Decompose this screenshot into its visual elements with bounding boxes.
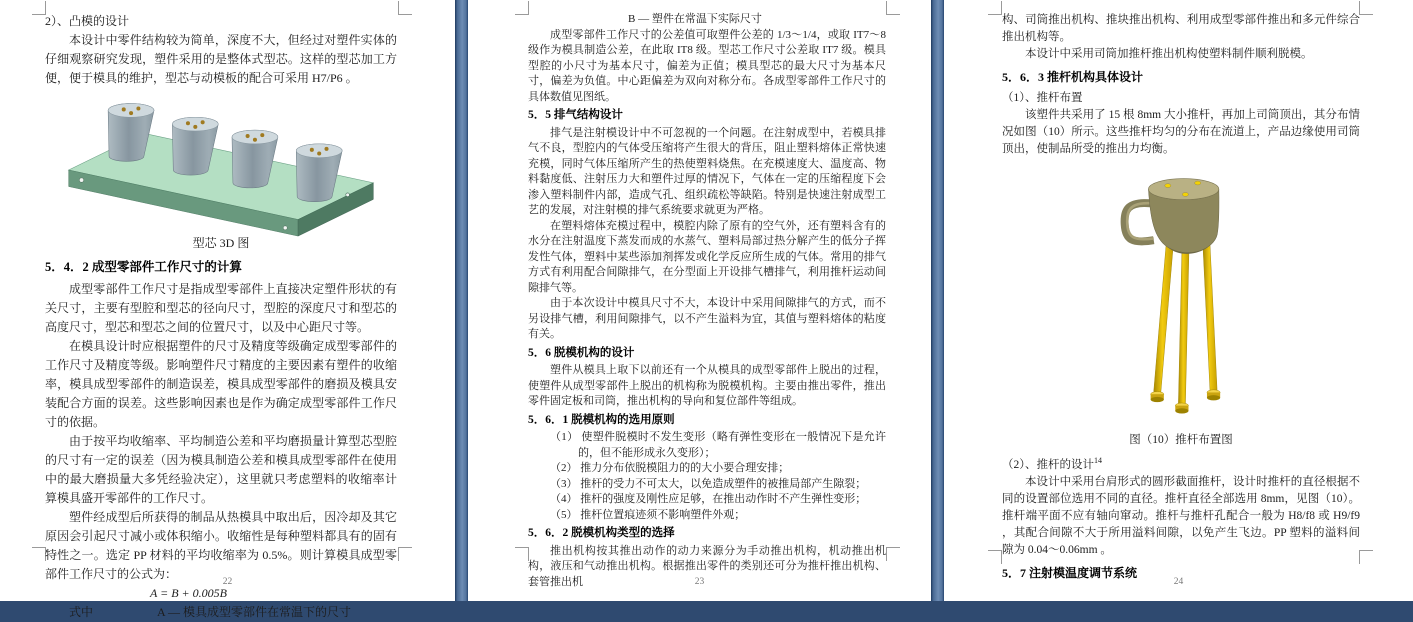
heading-5-6-3: 5．6．3 推杆机构具体设计 <box>1002 70 1144 84</box>
paragraph: 本设计中采用台肩形式的圆形截面推杆，设计时推杆的直径根据不同的设置部位选用不同的直径。推杆直径全部选用 8mm，见图（10）。推杆端平面不应有轴向窜动。推杆与推杆孔配合一般为 H8/f8 或 H9/f9 ，其配合间隙不大于所用溢料间隙，以免产生飞边。PP 塑料的溢料间隙为 0.04～0.06mm 。 <box>1002 475 1360 556</box>
paragraph: 本设计中采用司筒加推杆推出机构使塑料制件顺利脱模。 <box>1025 48 1313 60</box>
text-boundary-mark <box>515 547 529 561</box>
paragraph: 在模具设计时应根据塑件的尺寸及精度等级确定成型零部件的工作尺寸及精度等级。影响塑件尺寸精度的主要因素有塑件的收缩率，模具成型零部件的制造误差，模具成型零部件的磨损及模具安装配合方面的误差。这些影响因素也是作为确定成型零部件工作尺寸的依据。 <box>45 339 397 429</box>
formula-note-text: A — 模具成型零部件在常温下的尺寸 <box>157 605 352 619</box>
list-item: （4） 推杆的强度及刚性应足够，在推出动作时不产生弹性变形； <box>550 493 867 505</box>
cup-handle-highlight <box>1127 203 1154 239</box>
paragraph: 由于按平均收缩率、平均制造公差和平均磨损量计算型芯型腔的尺寸有一定的误差（因为模具制造公差和模具成型零部件在使用中的最大磨损量大多凭经验决定），这里就只考虑塑料的收缩率计算模具盛开零部件的工作尺寸。 <box>45 434 397 505</box>
paragraph: 本设计中零件结构较为简单，深度不大，但经过对塑件实体的仔细观察研究发现，塑件采用的是整体式型芯。这样的型芯加工方便，便于模具的维护，型芯与动模板的配合可采用 H7/P6 。 <box>45 33 397 85</box>
formula-note-label: 式中 <box>69 605 94 619</box>
heading-5-6-1: 5．6．1 脱模机构的选用原则 <box>528 413 675 426</box>
text-boundary-mark <box>1359 550 1373 564</box>
text-boundary-mark <box>988 550 1002 564</box>
page-gap-divider <box>455 0 468 601</box>
page-number: 23 <box>694 577 705 587</box>
ejector-3d-figure <box>1002 161 1360 431</box>
text-boundary-mark <box>988 1 1002 15</box>
ejector-pin <box>1175 253 1189 414</box>
figure-caption: 图（10）推杆布置图 <box>1129 434 1233 446</box>
plate-hole <box>79 178 83 182</box>
plate-hole <box>346 193 350 197</box>
reference-superscript: 14 <box>1094 456 1102 465</box>
paragraph: 该塑件共采用了 15 根 8mm 大小推杆，再加上司筒顶出，其分布情况如图（10）所示。这些推杆均匀的分布在流道上，产品边缘使用司筒顶出，使制品所受的推出力均衡。 <box>1002 109 1360 155</box>
heading-5-4-2: 5．4．2 成型零部件工作尺寸的计算 <box>45 260 242 274</box>
text-boundary-mark <box>515 1 529 15</box>
ejector-3d-image <box>1115 161 1247 425</box>
heading-5-7: 5．7 注射模温度调节系统 <box>1002 565 1138 580</box>
paragraph: 排气是注射模设计中不可忽视的一个问题。在注射成型中，若模具排气不良，型腔内的气体受压缩将产生很大的背压，阻止塑料熔体正常快速充模，同时气体压缩所产生的热使塑料烧焦。在充模速度大、温度高、物料黏度低、注射压力大和塑件过厚的情况下，气体在一定的压缩程度下会渗入塑料制件内部，造成气孔、组织疏松等缺陷。特别是快速注射成型工艺的发展，对注射模的排气系统要求就更为严格。 <box>528 126 886 216</box>
formula: A = B + 0.005B <box>150 586 227 600</box>
paragraph: 在塑料熔体充模过程中，模腔内除了原有的空气外，还有塑料含有的水分在注射温度下蒸发而成的水蒸气、塑料局部过热分解产生的低分子挥发性气体，塑料中某些添加剂挥发或化学反应所生成的气体。常用的排气方式有利用配合间隙排气，在分型面上开设排气槽排气，利用推杆运动间隙排气等。 <box>528 219 886 294</box>
paragraph: 由于本次设计中模具尺寸不大，本设计中采用间隙排气的方式，而不另设排气槽，利用间隙排气，以不产生溢料为宜，其值与塑料熔体的粘度有关。 <box>528 297 886 340</box>
subheading-punch-design: 2）、凸模的设计 <box>45 14 130 28</box>
subheading-pin-layout: （1）、推杆布置 <box>1002 92 1083 104</box>
subheading-pin-design <box>1002 452 1360 474</box>
paragraph: 塑件经成型后所获得的制品从热模具中取出后，因冷却及其它原因会引起尺寸减小或体积缩小。收缩性是每种塑料都具有的固有特性之一。选定 PP 材料的平均收缩率为 0.5%。则计算模具成型零部件工作尺寸的公式为： <box>45 510 397 581</box>
text-boundary-mark <box>886 1 900 15</box>
page-number: 24 <box>1173 577 1184 587</box>
core-3d-figure <box>45 91 397 233</box>
text-boundary-mark <box>398 1 412 15</box>
paragraph: 成型零部件工作尺寸的公差值可取塑件公差的 1/3～1/4，或取 IT7～8 级作为模具制造公差，在此取 IT8 级。型芯工作尺寸公差取 IT7 级。模具型腔的小尺寸为基本尺寸，偏差为正值；模具型芯的最大尺寸为基本尺寸，偏差为负值。中心距偏差为双向对称分布。各成型零部件工作尺寸的具体数值见图纸。 <box>528 28 886 103</box>
page-number: 22 <box>222 577 233 587</box>
pin-top-dot <box>1182 193 1188 197</box>
ejector-pin <box>1151 245 1173 402</box>
heading-5-5: 5．5 排气结构设计 <box>528 109 623 121</box>
list-item: （2） 推力分布依脱模阻力的的大小要合理安排； <box>550 462 790 474</box>
text-boundary-mark <box>398 547 412 561</box>
list-item: （5） 推杆位置痕迹须不影响塑件外观； <box>550 508 746 521</box>
text-boundary-mark <box>32 1 46 15</box>
page-22-content <box>45 12 397 622</box>
heading-5-6-2: 5．6．2 脱模机构类型的选择 <box>528 527 675 539</box>
subheading-pin-design-text: （2）、推杆的设计 <box>1002 458 1094 471</box>
paragraph: 塑件从模具上取下以前还有一个从模具的成型零部件上脱出的过程，使塑件从成型零部件上脱出的机构称为脱模机构。主要由推出零件，推出零件固定板和司筒，推出机构的导向和复位部件等组成。 <box>528 364 886 407</box>
text-boundary-mark <box>1359 1 1373 15</box>
figure-caption: 型芯 3D 图 <box>192 236 250 250</box>
page-23-content <box>528 12 886 590</box>
plate-hole <box>283 226 287 230</box>
text-boundary-mark <box>32 547 46 561</box>
paragraph: 推出机构按其推出动作的动力来源分为手动推出机构，机动推出机构，液压和气动推出机构。根据推出零件的类别还可分为推杆推出机构、套管推出机 <box>528 544 886 588</box>
pin-top-dot <box>1165 184 1171 188</box>
cup-top <box>1148 179 1218 200</box>
list-item: （1） 使塑件脱模时不发生变形（略有弹性变形在一般情况下是允许的，但不能形成永久变形）； <box>550 431 886 459</box>
core-3d-image <box>65 91 377 227</box>
page-gap-divider <box>931 0 944 601</box>
list-item: （3） 推杆的受力不可太大，以免造成塑件的被推局部产生隙裂； <box>550 477 867 490</box>
pin-top-dot <box>1195 181 1201 185</box>
ejector-pin <box>1203 245 1220 400</box>
page-22 <box>0 0 455 619</box>
paragraph: 成型零部件工作尺寸是指成型零部件上直接决定塑件形状的有关尺寸，主要有型腔和型芯的径向尺寸，型腔的深度尺寸和型芯的高度尺寸，型芯和型芯之间的位置尺寸，以及中心距尺寸等。 <box>45 282 397 334</box>
text-boundary-mark <box>886 547 900 561</box>
formula-note <box>69 603 397 622</box>
page-24-content <box>1002 12 1360 586</box>
page-24 <box>944 0 1413 601</box>
paragraph: 构、司筒推出机构、推块推出机构、利用成型零部件推出和多元件综合推出机构等。 <box>1002 14 1360 43</box>
heading-5-6: 5．6 脱模机构的设计 <box>528 346 635 359</box>
page-23 <box>468 0 931 601</box>
formula-note-b: B — 塑件在常温下实际尺寸 <box>628 13 762 25</box>
